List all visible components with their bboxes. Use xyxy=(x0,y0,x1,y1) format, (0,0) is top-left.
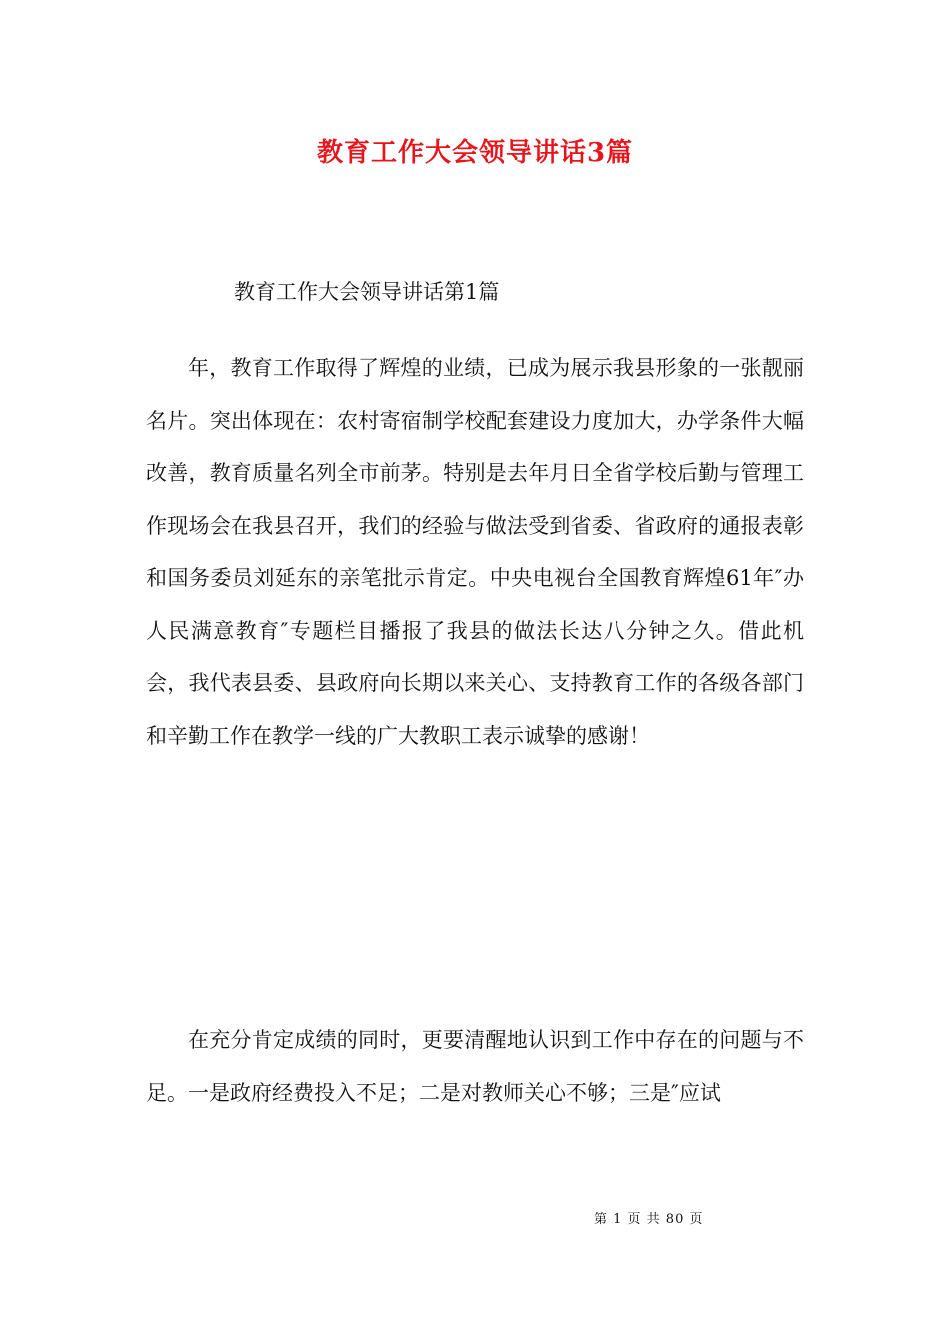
body-paragraph-1: 年，教育工作取得了辉煌的业绩，已成为展示我县形象的一张靓丽名片。突出体现在：农村寄宿制学校配套建设力度加大，办学条件大幅改善，教育质量名列全市前茅。特别是去年月日全省学校后勤与管理工作现场会在我县召开，我们的经验与做法受到省委、省政府的通报表彰和国务委员刘延东的亲笔批示肯定。中央电视台全国教育辉煌61年″办人民满意教育″专题栏目播报了我县的做法长达八分钟之久。借此机会，我代表县委、县政府向长期以来关心、支持教育工作的各级各部门和辛勤工作在教学一线的广大教职工表示诚挚的感谢！ xyxy=(146,356,804,748)
page-number-footer: 第 1 页 共 80 页 xyxy=(594,1212,704,1227)
body-paragraph-2: 在充分肯定成绩的同时，更要清醒地认识到工作中存在的问题与不足。一是政府经费投入不足；二是对教师关心不够；三是″应试 xyxy=(146,1028,804,1105)
document-title: 教育工作大会领导讲话3篇 xyxy=(316,138,634,168)
section-heading: 教育工作大会领导讲话第1篇 xyxy=(234,280,500,304)
